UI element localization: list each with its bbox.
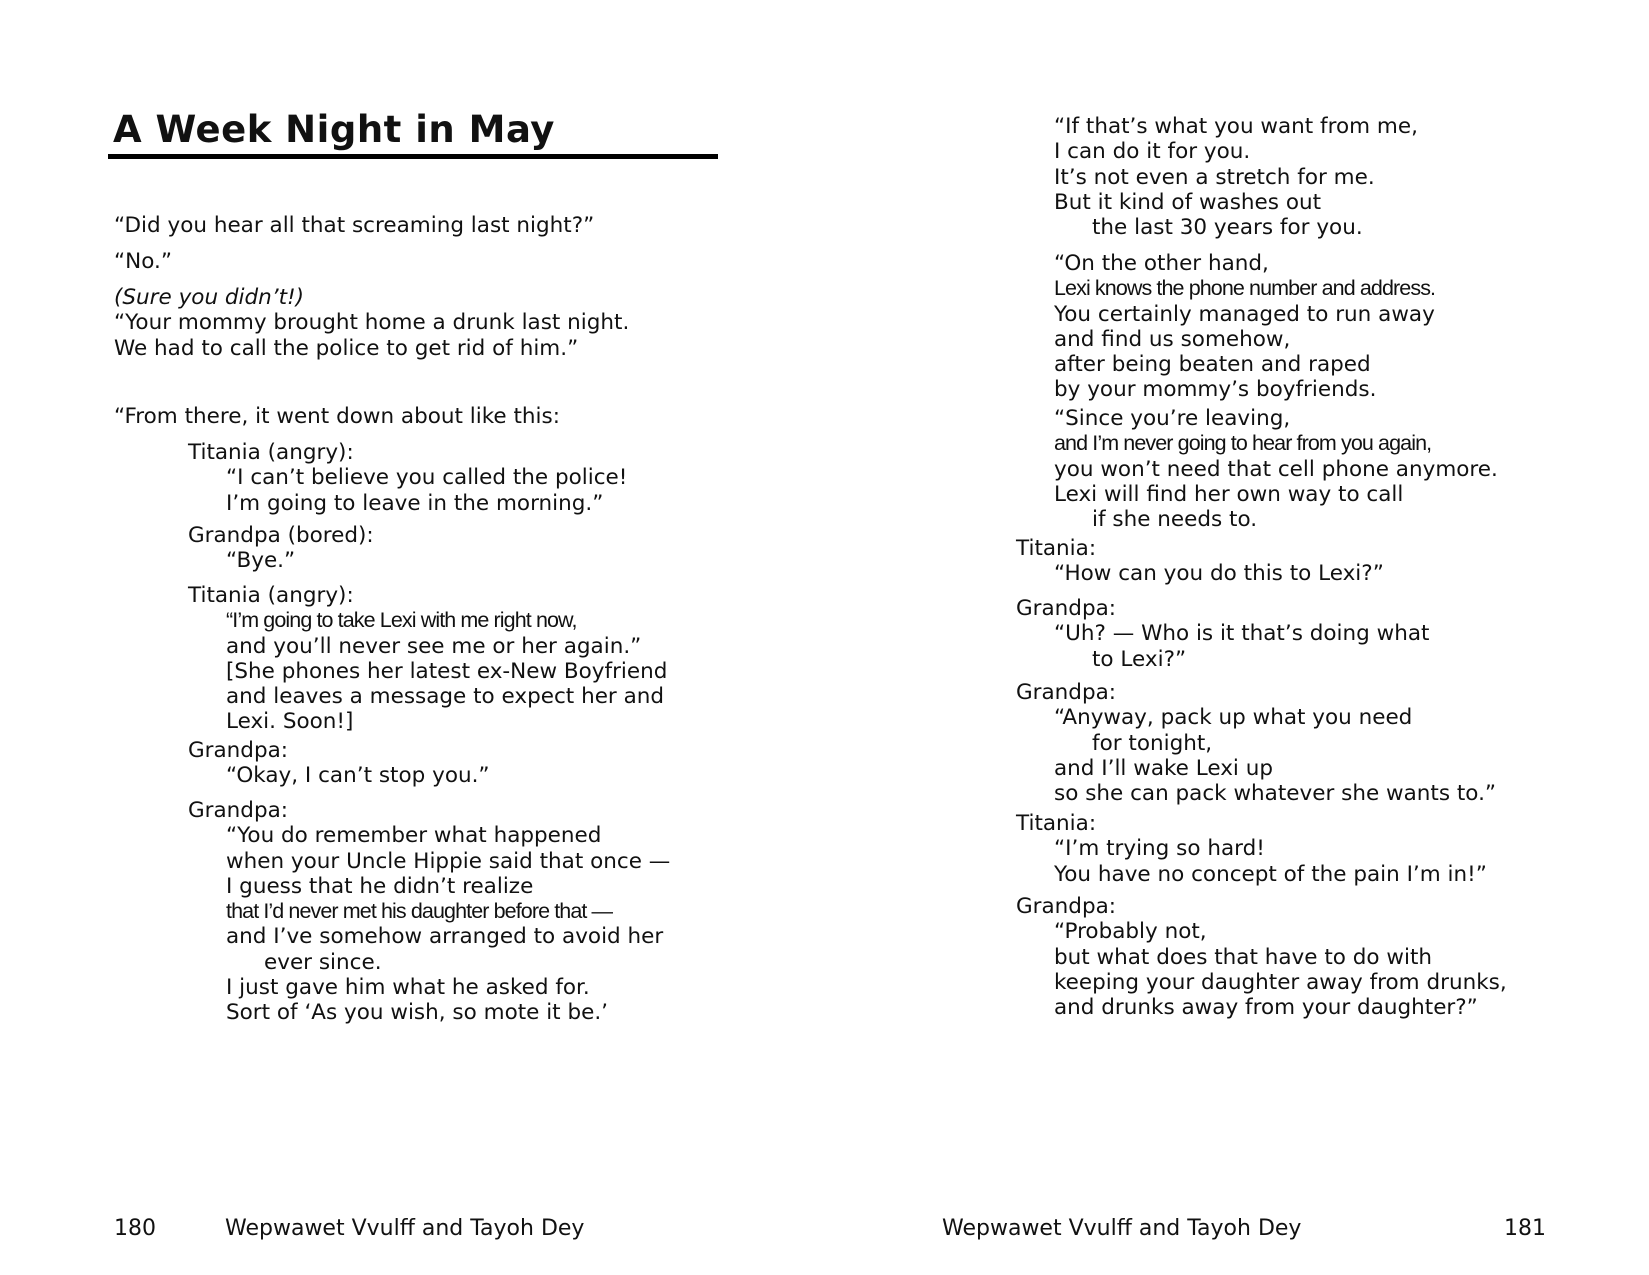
text-line: you won’t need that cell phone anymore.: [1054, 456, 1498, 482]
text-line: Lexi knows the phone number and address.: [1054, 276, 1436, 301]
dialogue-paragraph: [1054, 114, 1418, 240]
text-line: I just gave him what he asked for.: [226, 975, 590, 1001]
text-line: but what does that have to do with: [1054, 944, 1433, 970]
page-number: 180: [114, 1216, 156, 1241]
text-line: and find us somehow,: [1054, 326, 1291, 352]
text-line: the last 30 years for you.: [1092, 215, 1363, 241]
running-footer-authors: Wepwawet Vvulff and Tayoh Dey: [942, 1216, 1302, 1241]
running-footer-authors: Wepwawet Vvulff and Tayoh Dey: [225, 1216, 585, 1241]
dialogue-exchange: [1016, 536, 1384, 587]
text-line: “From there, it went down about like this:: [114, 404, 560, 429]
speaker-label: Titania:: [1016, 811, 1097, 836]
dialogue-line: [114, 249, 172, 274]
text-line: “I’m going to take Lexi with me right now,: [226, 608, 577, 633]
text-line: keeping your daughter away from drunks,: [1054, 969, 1507, 995]
text-line: when your Uncle Hippie said that once —: [226, 848, 671, 874]
text-line: But it kind of washes out: [1054, 189, 1322, 215]
dialogue-exchange: [1016, 811, 1487, 887]
text-line: “Uh? — Who is it that’s doing what: [1054, 621, 1430, 647]
text-line: that I’d never met his daughter before that —: [226, 899, 613, 924]
text-line: Lexi will find her own way to call: [1054, 481, 1404, 507]
text-line: and I’m never going to hear from you again,: [1054, 431, 1432, 456]
aside-text: (Sure you didn’t!): [114, 285, 305, 310]
text-line: and you’ll never see me or her again.”: [226, 633, 642, 659]
text-line: to Lexi?”: [1092, 646, 1187, 672]
text-line: and I’ve somehow arranged to avoid her: [226, 924, 664, 950]
dialogue-line: [114, 213, 594, 238]
dialogue-exchange: [1016, 894, 1507, 1020]
text-line: ever since.: [264, 949, 382, 975]
text-line: “You do remember what happened: [226, 823, 602, 849]
dialogue-exchange: [188, 738, 490, 789]
text-line: “Probably not,: [1054, 919, 1207, 945]
speaker-label: Grandpa:: [188, 798, 289, 823]
text-line: and I’ll wake Lexi up: [1054, 755, 1273, 781]
text-line: “Anyway, pack up what you need: [1054, 705, 1413, 731]
text-line: “I’m trying so hard!: [1054, 836, 1265, 862]
text-line: after being beaten and raped: [1054, 352, 1371, 378]
text-line: “I can’t believe you called the police!: [226, 465, 628, 491]
dialogue-exchange: [188, 798, 670, 1026]
dialogue-exchange: [188, 440, 627, 516]
speaker-label: Grandpa (bored):: [188, 523, 374, 548]
dialogue-exchange: [1016, 680, 1496, 806]
text-line: I guess that he didn’t realize: [226, 873, 534, 899]
speaker-label: Titania:: [1016, 536, 1097, 561]
text-line: “No.”: [114, 249, 172, 274]
dialogue-exchange: [1016, 596, 1429, 672]
page-number: 181: [1504, 1216, 1546, 1241]
text-line: “Did you hear all that screaming last night?”: [114, 213, 595, 238]
text-line: Sort of ‘As you wish, so mote it be.’: [226, 1000, 608, 1026]
speaker-label: Grandpa:: [188, 738, 289, 763]
dialogue-block: [114, 285, 629, 361]
text-line: “Okay, I can’t stop you.”: [226, 763, 490, 789]
text-line: “Since you’re leaving,: [1054, 406, 1291, 431]
dialogue-exchange: [188, 583, 667, 735]
speaker-label: Titania (angry):: [188, 583, 354, 608]
dialogue-paragraph: [1054, 406, 1498, 532]
text-line: “If that’s what you want from me,: [1054, 114, 1418, 139]
dialogue-paragraph: [1054, 251, 1435, 403]
speaker-label: Titania (angry):: [188, 440, 354, 465]
text-line: You certainly managed to run away: [1054, 301, 1435, 327]
text-line: if she needs to.: [1092, 507, 1258, 533]
speaker-label: Grandpa:: [1016, 894, 1117, 919]
text-line: and drunks away from your daughter?”: [1054, 995, 1478, 1021]
text-line: “Your mommy brought home a drunk last night.: [114, 310, 630, 336]
text-line: Lexi. Soon!]: [226, 709, 354, 735]
text-line: by your mommy’s boyfriends.: [1054, 377, 1377, 403]
left-page: [0, 0, 824, 1275]
text-line: You have no concept of the pain I’m in!”: [1054, 861, 1487, 887]
dialogue-exchange: [188, 523, 374, 574]
dialogue-line: [114, 404, 560, 429]
text-line: and leaves a message to expect her and: [226, 684, 665, 710]
text-line: I can do it for you.: [1054, 139, 1251, 165]
text-line: “On the other hand,: [1054, 251, 1269, 276]
text-line: “Bye.”: [226, 548, 296, 574]
title-underline: [108, 154, 718, 159]
text-line: [She phones her latest ex-New Boyfriend: [226, 658, 668, 684]
speaker-label: Grandpa:: [1016, 596, 1117, 621]
text-line: for tonight,: [1092, 730, 1213, 756]
text-line: It’s not even a stretch for me.: [1054, 164, 1375, 190]
text-line: so she can pack whatever she wants to.”: [1054, 781, 1497, 807]
text-line: We had to call the police to get rid of him.”: [114, 335, 579, 361]
text-line: “How can you do this to Lexi?”: [1054, 561, 1384, 587]
page-title: A Week Night in May: [113, 108, 555, 151]
right-page: [824, 0, 1649, 1275]
text-line: I’m going to leave in the morning.”: [226, 490, 604, 516]
speaker-label: Grandpa:: [1016, 680, 1117, 705]
